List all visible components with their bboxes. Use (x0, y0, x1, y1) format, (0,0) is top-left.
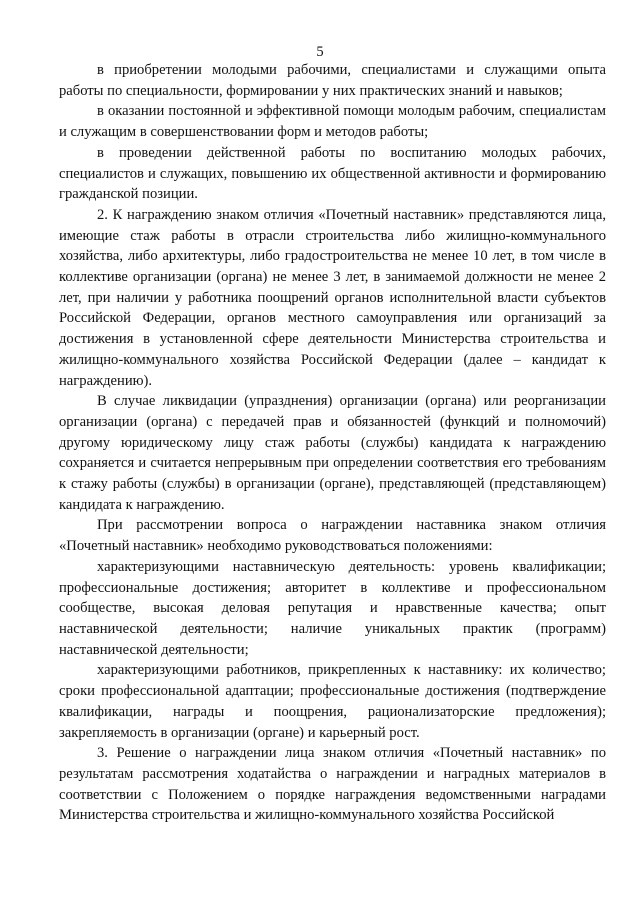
paragraph-liquidation: В случае ликвидации (упразднения) организации (органа) или реорганизации организации (органа) с передачей прав и обязанностей (функций и полномочий) другому юридическому лицу стаж работы (службы) кандидата к награждению сохраняется и считается непрерывным при определении соответствия его требованиям к стажу работы (службы) в организации (органе), представляющей (представляющем) кандидата к награждению. (59, 393, 606, 513)
paragraph-consideration: При рассмотрении вопроса о награждении наставника знаком отличия «Почетный наставник» необходимо руководствоваться положениями: (59, 517, 606, 555)
paragraph-experience-acquisition: в приобретении молодыми рабочими, специалистами и служащими опыта работы по специальности, формировании у них практических знаний и навыков; (59, 62, 606, 99)
page-number: 5 (316, 44, 324, 60)
paragraph-clause-3: 3. Решение о награждении лица знаком отличия «Почетный наставник» по результатам рассмотрения ходатайства о награждении и наградных материалов в соответствии с Положением о порядке награждения ведомственными наградами Министерства строительства и жилищно-коммунального хозяйства Российской (59, 745, 606, 824)
paragraph-clause-2: 2. К награждению знаком отличия «Почетный наставник» представляются лица, имеющие стаж работы в отрасли строительства либо жилищно-коммунального хозяйства, либо архитектуры, либо градостроительства не менее 10 лет, в том числе в коллективе организации (органа) не менее 3 лет, в занимаемой должности не менее 2 лет, при наличии у работника поощрений органов исполнительной власти субъектов Российской Федерации, органов местного самоуправления или организаций за достижения в установленной сфере деятельности Министерства строительства и жилищно-коммунального хозяйства Российской Федерации (далее – кандидат к награждению). (59, 206, 606, 389)
paragraph-assistance: в оказании постоянной и эффективной помощи молодым рабочим, специалистам и служащим в совершенствовании форм и методов работы; (59, 103, 606, 141)
document-body (59, 60, 606, 826)
paragraph-mentee-criteria: характеризующими работников, прикрепленных к наставнику: их количество; сроки профессиональной адаптации; профессиональные достижения (подтверждение квалификации, награды и поощрения, рационализаторские предложения); закрепляемость в организации (органе) и карьерный рост. (59, 662, 606, 741)
paragraph-education: в проведении действенной работы по воспитанию молодых рабочих, специалистов и служащих, повышению их общественной активности и формированию гражданской позиции. (59, 144, 606, 203)
paragraph-mentoring-criteria: характеризующими наставническую деятельность: уровень квалификации; профессиональные достижения; авторитет в коллективе и профессиональном сообществе, высокая деловая репутация и нравственные качества; опыт наставнической деятельности; наличие уникальных практик (программ) наставнической деятельности; (59, 558, 606, 658)
